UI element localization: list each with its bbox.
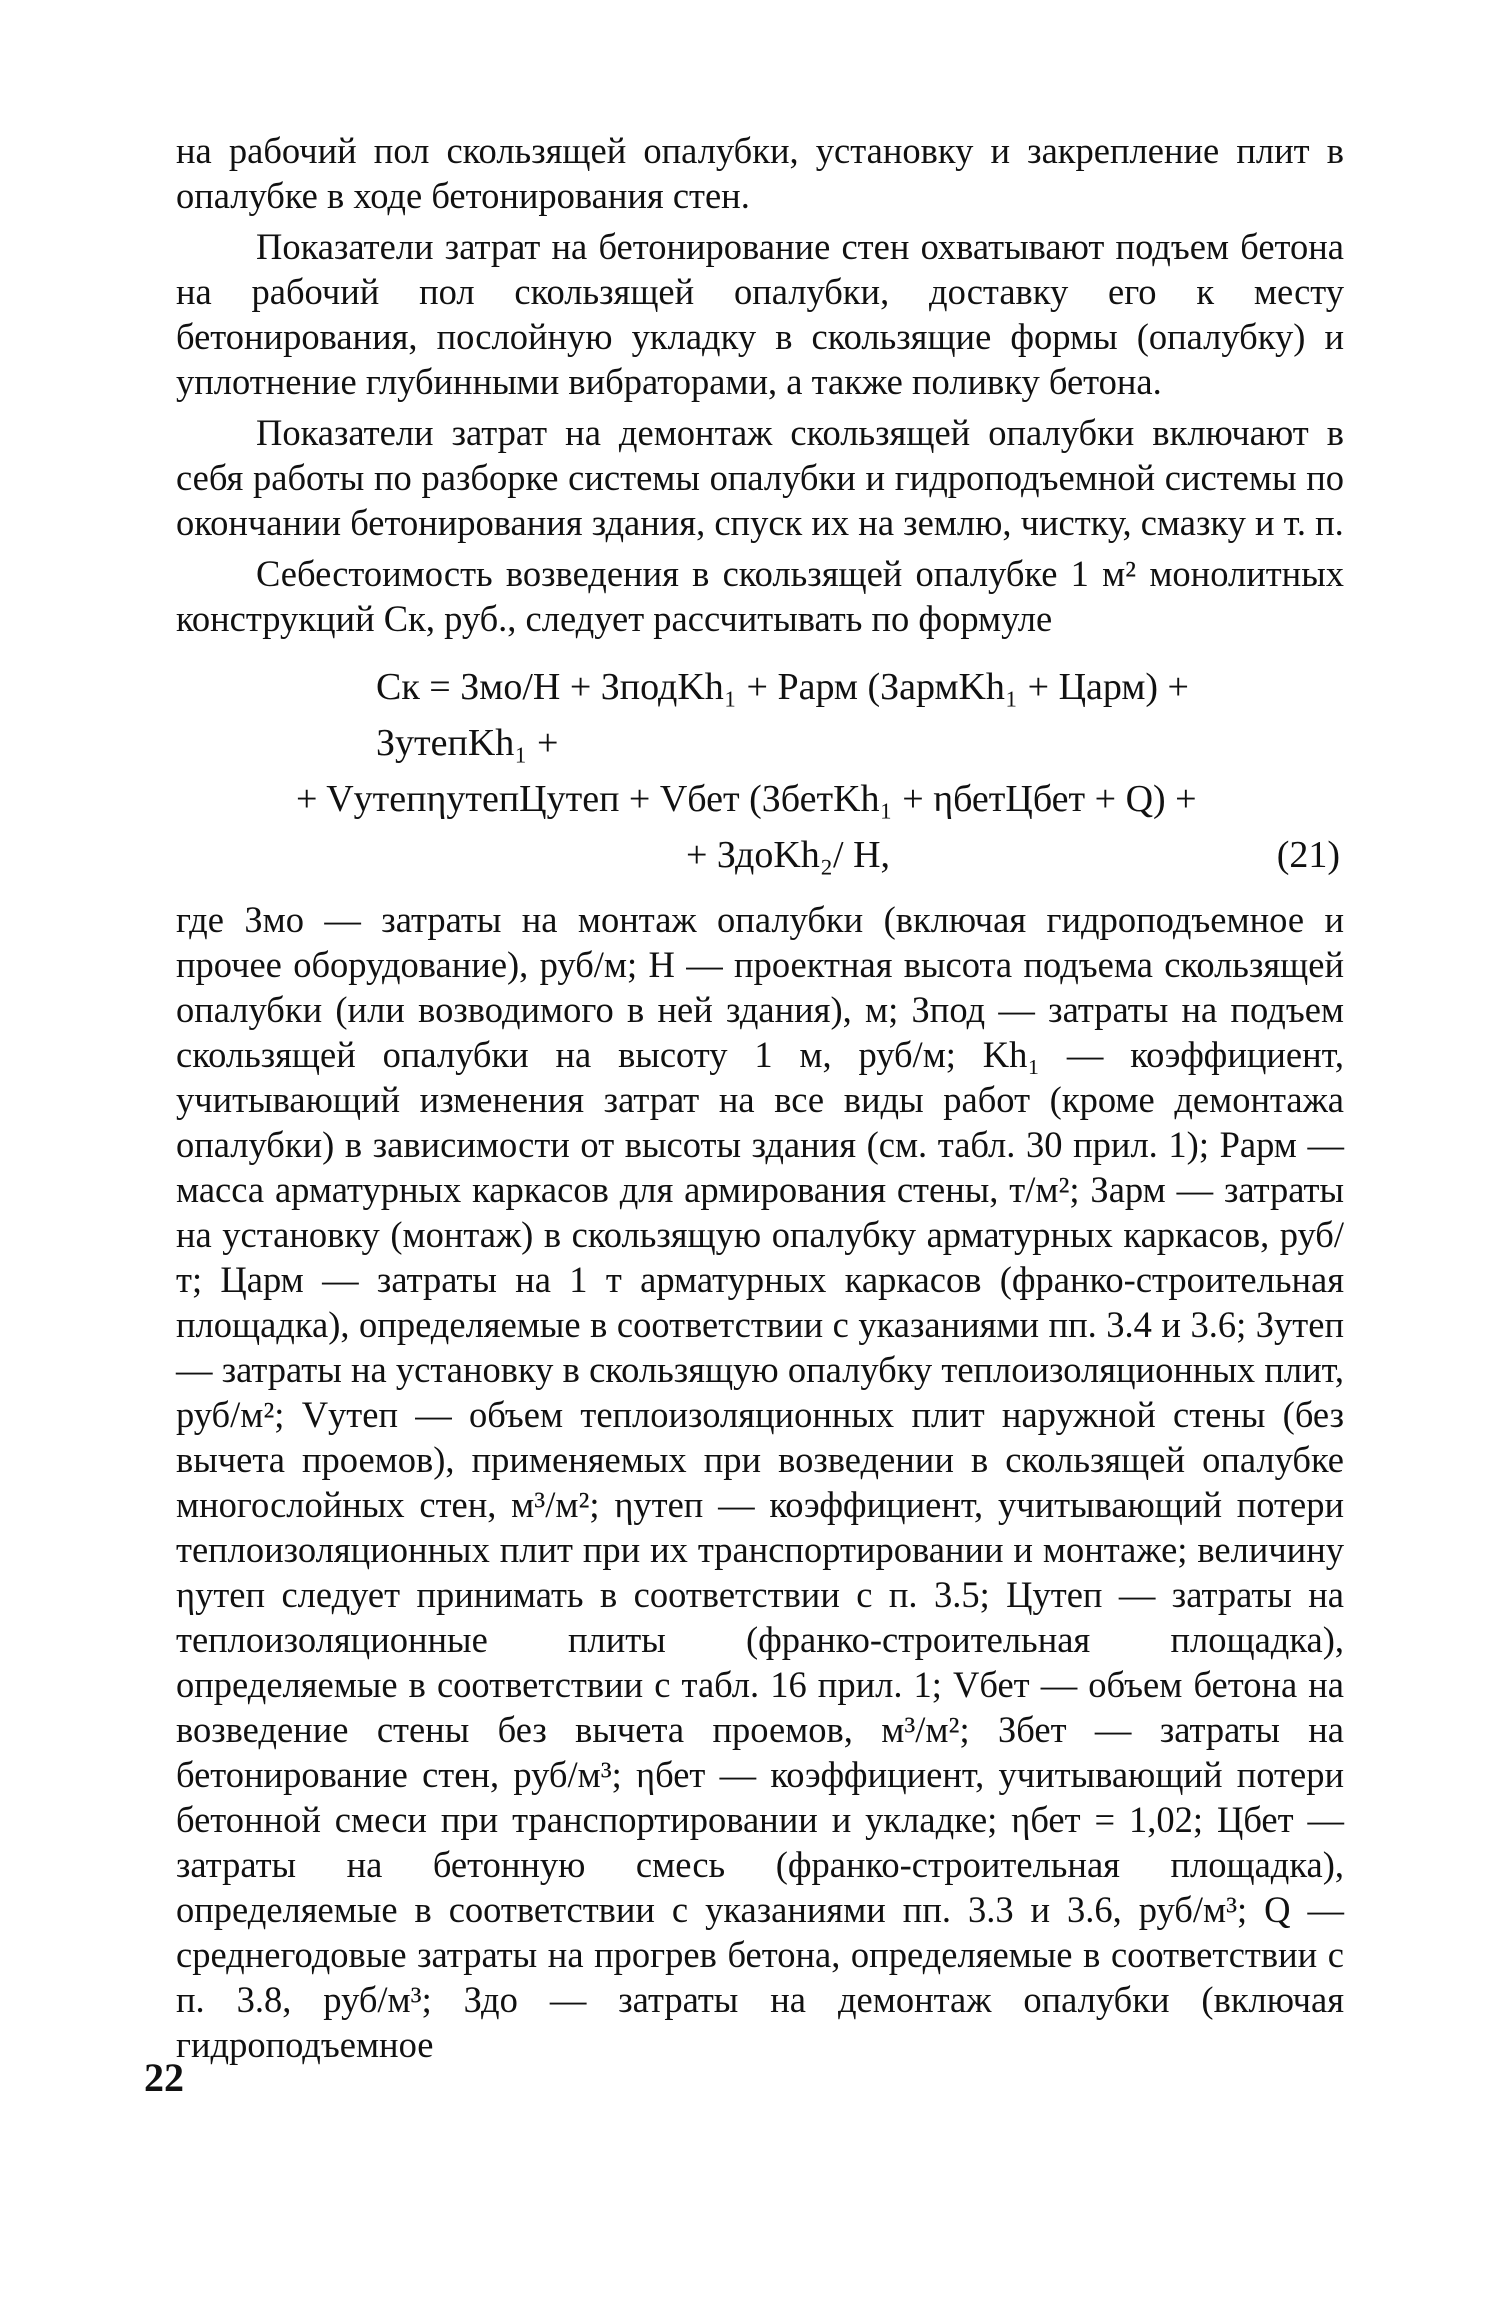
equation-number: (21) <box>1276 834 1340 876</box>
paragraph-dismantling-costs: Показатели затрат на демонтаж скользящей опалубки включают в себя работы по разборке системы опалубки и гидроподъемной системы по окончании бетонирования здания, спуск их на землю, чистку, смазку и т. п. <box>176 412 1344 543</box>
paragraph-cost-formula-intro: Себестоимость возведения в скользящей опалубке 1 м² монолитных конструкций Cк, руб., следует рассчитывать по формуле <box>176 553 1344 639</box>
paragraph-variable-definitions: где Змо — затраты на монтаж опалубки (включая гидроподъемное и прочее оборудование), руб/м; H — проектная высота подъема скользящей опалубки (или возводимого в ней здания), м; Зпод — затраты на подъем скользящей опалубки на высоту 1 м, руб/м; Kh₁ — коэффициент, учитывающий изменения затрат на все виды работ (кроме демонтажа опалубки) в зависимости от высоты здания (см. табл. 30 прил. 1); Pарм — масса арматурных каркасов для армирования стены, т/м²; Зарм — затраты на установку (монтаж) в скользящую опалубку арматурных каркасов, руб/т; Царм — затраты на 1 т арматурных каркасов (франко-строительная площадка), определяемые в соответствии с указаниями пп. 3.4 и 3.6; Зутеп — затраты на установку в скользящую опалубку теплоизоляционных плит, руб/м²; Vутеп — объем теплоизоляционных плит наружной стены (без вычета проемов), применяемых при возведении в скользящей опалубке многослойных стен, м³/м²; ηутеп — коэффициент, учитывающий потери теплоизоляционных плит при их транспортировании и монтаже; величину ηутеп следует принимать в соответствии с п. 3.5; Цутеп — затраты на теплоизоляционные плиты (франко-строительная площадка), определяемые в соответствии с табл. 16 прил. 1; Vбет — объем бетона на возведение стены без вычета проемов, м³/м²; Збет — затраты на бетонирование стен, руб/м³; ηбет — коэффициент, учитывающий потери бетонной смеси при транспортировании и укладке; ηбет = 1,02; Цбет — затраты на бетонную смесь (франко-строительная площадка), определяемые в соответствии с указаниями пп. 3.3 и 3.6, руб/м³; Q — среднегодовые затраты на прогрев бетона, определяемые в соответствии с п. 3.8, руб/м³; Здо — затраты на демонтаж опалубки (включая гидроподъемное <box>176 899 1344 2065</box>
formula-line-3 <box>176 827 1344 883</box>
page-body <box>176 128 1344 2073</box>
formula-line-2: + VутепηутепЦутеп + Vбет (ЗбетKh₁ + ηбетЦбет + Q) + <box>296 778 1197 820</box>
formula-line-3-text: + ЗдоKh₂/ H, <box>686 834 891 876</box>
formula-21 <box>176 659 1344 883</box>
formula-line-1: Cк = Змо/H + ЗподKh₁ + Pарм (ЗармKh₁ + Царм) + ЗутепKh₁ + <box>376 666 1189 764</box>
page-number: 22 <box>144 2055 184 2100</box>
paragraph-continuation: на рабочий пол скользящей опалубки, установку и закрепление плит в опалубке в ходе бетонирования стен. <box>176 130 1344 216</box>
paragraph-concreting-costs: Показатели затрат на бетонирование стен охватывают подъем бетона на рабочий пол скользящей опалубки, доставку его к месту бетонирования, послойную укладку в скользящие формы (опалубку) и уплотнение глубинными вибраторами, а также поливку бетона. <box>176 226 1344 402</box>
